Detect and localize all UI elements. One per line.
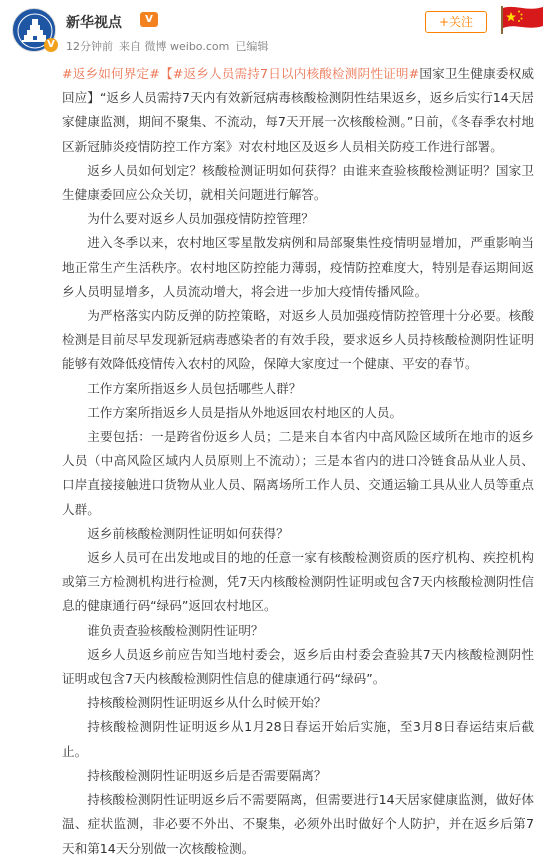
question-heading: 持核酸检测阴性证明返乡从什么时候开始？ bbox=[87, 695, 327, 711]
answer-paragraph: 持核酸检测阴性证明返乡从1月28日春运开始后实施，至3月8日春运结束后截止。 bbox=[62, 719, 534, 759]
question-heading: 工作方案所指返乡人员包括哪些人群？ bbox=[87, 380, 302, 396]
follow-button[interactable]: +关注 bbox=[425, 11, 487, 33]
question-heading: 谁负责查验核酸检测阴性证明？ bbox=[87, 622, 264, 638]
post-header bbox=[0, 0, 550, 62]
question-heading: 返乡前核酸检测阴性证明如何获得？ bbox=[87, 525, 289, 541]
answer-paragraph: 返乡人员返乡前应告知当地村委会，返乡后由村委会查验其7天内核酸检测阴性证明或包含7天内核酸检测阴性信息的健康通行码“绿码”。 bbox=[62, 646, 534, 687]
post-time[interactable]: 12分钟前 bbox=[66, 40, 113, 53]
answer-paragraph: 工作方案所指返乡人员是指从外地返回农村地区的人员。 bbox=[87, 404, 403, 420]
answer-paragraph: 为严格落实内防反弹的防控策略，对返乡人员加强疫情防控管理十分必要。核酸检测是目前尽早发现新冠病毒感染者的有效手段，要求返乡人员持核酸检测阴性证明能够有效降低疫情传入农村的风险，保障大家度过一个健康、平安的春节。 bbox=[62, 308, 534, 372]
question-heading: 为什么要对返乡人员加强疫情防控管理？ bbox=[87, 211, 314, 227]
post-meta bbox=[66, 38, 274, 54]
post-paragraph-intro bbox=[62, 62, 534, 159]
answer-paragraph: 持核酸检测阴性证明返乡后不需要隔离，但需要进行14天居家健康监测，做好体温、症状监测，非必要不外出、不聚集，必须外出时做好个人防护，并在返乡后第7天和第14天分别做一次核酸检测。 bbox=[62, 792, 534, 856]
post-source[interactable]: 来自 微博 weibo.com bbox=[119, 40, 230, 53]
answer-paragraph: 进入冬季以来，农村地区零星散发病例和局部聚集性疫情明显增加，严重影响当地正常生产生活秩序。农村地区防控能力薄弱，疫情防控难度大，特别是春运期间返乡人员明显增多，人员流动增大，将会进一步加大疫情传播风险。 bbox=[62, 235, 534, 299]
verified-badge: V bbox=[44, 38, 58, 52]
edited-label: 已编辑 bbox=[235, 40, 269, 53]
paragraph: 返乡人员如何划定？核酸检测证明如何获得？由谁来查验核酸检测证明？国家卫生健康委回应公众关切，就相关问题进行解答。 bbox=[62, 162, 534, 203]
intro-text: 国家卫生健康委权威回应】“返乡人员需持7天内有效新冠病毒核酸检测阴性结果返乡，返乡后实行14天居家健康监测，期间不聚集、不流动，每7天开展一次核酸检测。”日前，《冬春季农村地区新冠肺炎疫情防控工作方案》对农村地区及返乡人员相关防疫工作进行部署。 bbox=[62, 66, 535, 154]
hashtag-link[interactable]: #返乡如何界定# bbox=[62, 66, 160, 81]
answer-paragraph: 主要包括：一是跨省份返乡人员；二是来自本省内中高风险区域所在地市的返乡人员（中高风险区域内人员原则上不流动）；三是本省内的进口冷链食品从业人员、口岸直接接触进口货物从业人员、隔离场所工作人员、交通运输工具从业人员等重点人群。 bbox=[62, 429, 534, 517]
account-name[interactable]: 新华视点 bbox=[66, 15, 122, 31]
answer-paragraph: 返乡人员可在出发地或目的地的任意一家有核酸检测资质的医疗机构、疾控机构或第三方检测机构进行检测，凭7天内核酸检测阴性证明或包含7天内核酸检测阴性信息的健康通行码“绿码”返回农村地区。 bbox=[62, 550, 534, 614]
post-body bbox=[62, 62, 534, 861]
title-link[interactable]: 【#返乡人员需持7日以内核酸检测阴性证明# bbox=[159, 66, 420, 81]
vip-badge: V bbox=[140, 12, 158, 27]
chinese-flag-icon bbox=[497, 4, 547, 38]
question-heading: 持核酸检测阴性证明返乡后是否需要隔离？ bbox=[87, 767, 327, 783]
